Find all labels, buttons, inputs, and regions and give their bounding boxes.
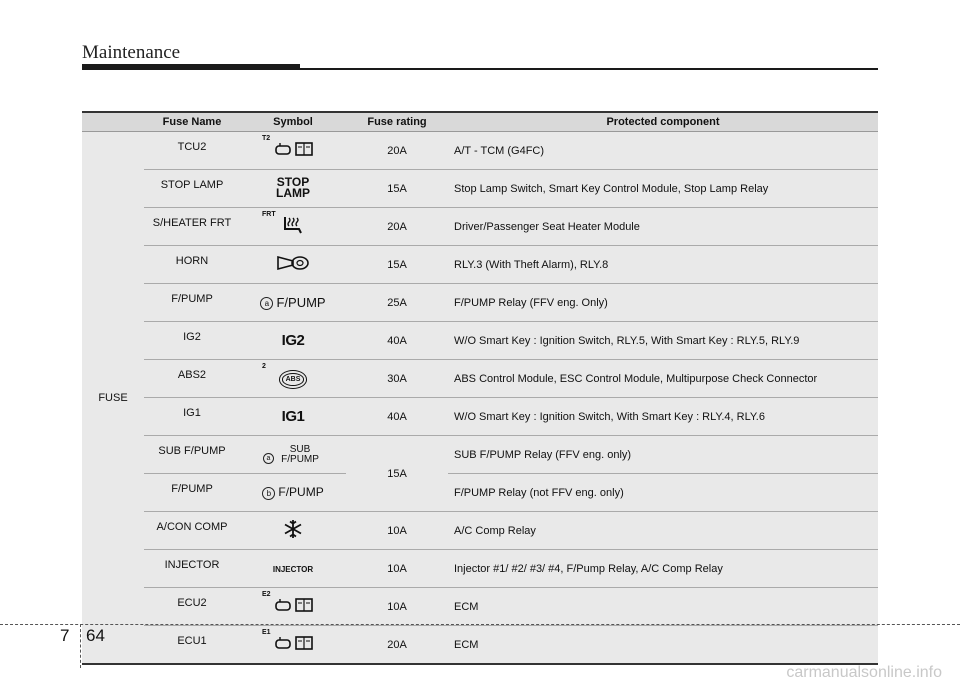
symbol-superscript: E2	[262, 591, 271, 598]
ecu-icon	[272, 597, 314, 613]
fuse-symbol	[240, 436, 346, 474]
fuse-rating: 15A	[346, 246, 448, 284]
fuse-table	[82, 111, 878, 665]
header-spacer	[82, 112, 144, 132]
protected-component: Stop Lamp Switch, Smart Key Control Module, Stop Lamp Relay	[448, 170, 878, 208]
watermark: carmanualsonline.info	[786, 664, 942, 681]
fuse-rating: 40A	[346, 322, 448, 360]
horn-icon	[275, 254, 311, 272]
fuse-name: ECU2	[144, 588, 240, 626]
footer-rule	[0, 624, 960, 625]
fuse-symbol	[240, 360, 346, 398]
fuse-symbol	[240, 208, 346, 246]
fuse-group-label: FUSE	[82, 132, 144, 665]
protected-component: SUB F/PUMP Relay (FFV eng. only)	[448, 436, 878, 474]
protected-component: A/C Comp Relay	[448, 512, 878, 550]
circled-letter: a	[263, 453, 274, 464]
protected-component: ECM	[448, 588, 878, 626]
table-row	[82, 398, 878, 436]
protected-component: Driver/Passenger Seat Heater Module	[448, 208, 878, 246]
fuse-name: ECU1	[144, 626, 240, 665]
fuse-name: IG1	[144, 398, 240, 436]
fuse-rating: 15A	[346, 436, 448, 512]
table-row	[82, 512, 878, 550]
chapter-number: 7	[60, 626, 70, 645]
fuse-name: S/HEATER FRT	[144, 208, 240, 246]
fuse-name: ABS2	[144, 360, 240, 398]
protected-component: F/PUMP Relay (not FFV eng. only)	[448, 474, 878, 512]
circled-letter: b	[262, 487, 275, 500]
fuse-rating: 10A	[346, 588, 448, 626]
fuse-rating: 30A	[346, 360, 448, 398]
table-row	[82, 322, 878, 360]
symbol-superscript: T2	[262, 135, 271, 142]
header-protected-component: Protected component	[448, 112, 878, 132]
header-fuse-name: Fuse Name	[144, 112, 240, 132]
symbol-text: IG1	[281, 408, 305, 425]
symbol-text: IG2	[281, 332, 305, 349]
protected-component: RLY.3 (With Theft Alarm), RLY.8	[448, 246, 878, 284]
fuse-rating: 15A	[346, 170, 448, 208]
symbol-text: F/PUMP	[276, 294, 326, 310]
fuse-name: HORN	[144, 246, 240, 284]
fuse-name: F/PUMP	[144, 474, 240, 512]
fuse-name: STOP LAMP	[144, 170, 240, 208]
protected-component: A/T - TCM (G4FC)	[448, 132, 878, 170]
ecu-icon	[272, 141, 314, 157]
table-row	[82, 132, 878, 170]
fuse-rating: 20A	[346, 208, 448, 246]
fuse-symbol	[240, 170, 346, 208]
table-row	[82, 284, 878, 322]
protected-component: W/O Smart Key : Ignition Switch, RLY.5, With Smart Key : RLY.5, RLY.9	[448, 322, 878, 360]
symbol-superscript: 2	[262, 363, 266, 370]
fuse-symbol	[240, 588, 346, 626]
table-row	[82, 246, 878, 284]
fuse-rating: 20A	[346, 626, 448, 665]
ecu-icon	[272, 635, 314, 651]
fuse-symbol	[240, 246, 346, 284]
fuse-rating: 40A	[346, 398, 448, 436]
circled-letter: a	[260, 297, 273, 310]
table-row	[82, 550, 878, 588]
page-title: Maintenance	[82, 42, 181, 63]
fuse-rating: 25A	[346, 284, 448, 322]
fuse-symbol	[240, 512, 346, 550]
table-row	[82, 436, 878, 474]
protected-component: F/PUMP Relay (FFV eng. Only)	[448, 284, 878, 322]
fuse-name: A/CON COMP	[144, 512, 240, 550]
symbol-text: STOP LAMP	[276, 175, 310, 200]
fuse-name: INJECTOR	[144, 550, 240, 588]
abs-label: ABS	[285, 375, 301, 383]
symbol-superscript: FRT	[262, 211, 276, 218]
fuse-name: F/PUMP	[144, 284, 240, 322]
protected-component: W/O Smart Key : Ignition Switch, With Smart Key : RLY.4, RLY.6	[448, 398, 878, 436]
fuse-rating: 20A	[346, 132, 448, 170]
seat-heater-icon	[279, 215, 307, 235]
protected-component: Injector #1/ #2/ #3/ #4, F/Pump Relay, A/C Comp Relay	[448, 550, 878, 588]
table-row	[82, 626, 878, 665]
table-row	[82, 474, 878, 512]
fuse-symbol	[240, 284, 346, 322]
table-row	[82, 360, 878, 398]
symbol-superscript: E1	[262, 629, 271, 636]
symbol-text: INJECTOR	[272, 564, 314, 574]
table-row	[82, 170, 878, 208]
fuse-symbol	[240, 550, 346, 588]
fuse-symbol	[240, 398, 346, 436]
symbol-text: F/PUMP	[278, 485, 324, 500]
fuse-name: SUB F/PUMP	[144, 436, 240, 474]
snowflake-icon	[283, 519, 303, 539]
fuse-name: TCU2	[144, 132, 240, 170]
protected-component: ECM	[448, 626, 878, 665]
page-number: 64	[86, 626, 105, 645]
protected-component: ABS Control Module, ESC Control Module, Multipurpose Check Connector	[448, 360, 878, 398]
fuse-symbol	[240, 474, 346, 512]
abs-icon	[282, 373, 305, 386]
footer-divider	[80, 624, 81, 668]
fuse-rating: 10A	[346, 512, 448, 550]
fuse-symbol	[240, 626, 346, 665]
table-header-row	[82, 112, 878, 132]
table-row	[82, 588, 878, 626]
table-row	[82, 208, 878, 246]
fuse-symbol	[240, 322, 346, 360]
fuse-symbol	[240, 132, 346, 170]
fuse-rating: 10A	[346, 550, 448, 588]
fuse-name: IG2	[144, 322, 240, 360]
header-bar	[82, 64, 300, 70]
header-rule	[300, 68, 878, 70]
header-symbol: Symbol	[240, 112, 346, 132]
header-fuse-rating: Fuse rating	[346, 112, 448, 132]
symbol-text: SUB F/PUMP	[281, 443, 319, 465]
